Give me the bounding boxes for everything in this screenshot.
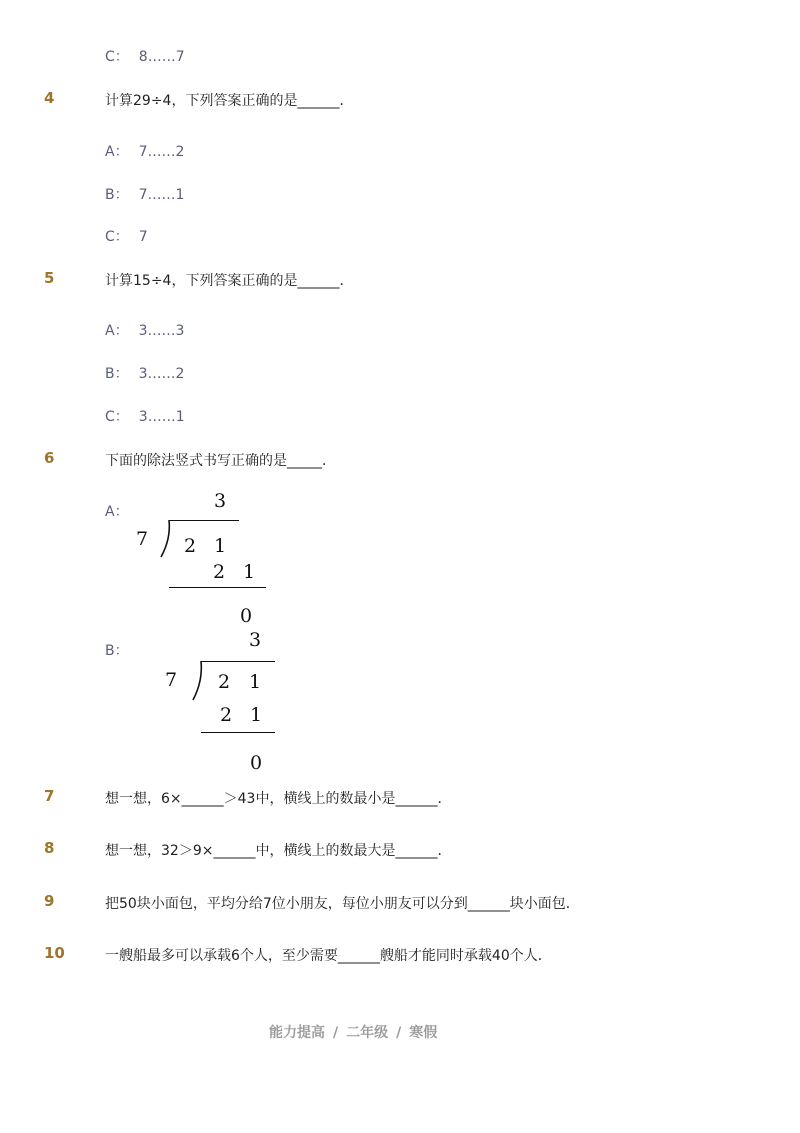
q5-option-b[interactable] — [105, 363, 184, 383]
q4-option-a[interactable] — [105, 141, 184, 161]
question-text-7: 想一想，6×______＞43中，横线上的数最小是______． — [105, 791, 452, 807]
q5-option-a[interactable] — [105, 320, 184, 340]
footer-term: 寒假 — [409, 1025, 438, 1041]
quotient: 3 — [249, 629, 262, 651]
footer-separator: / — [333, 1025, 339, 1041]
option-value: 7……2 — [138, 144, 185, 160]
question-text-10: 一艘船最多可以承载6个人，至少需要______艘船才能同时承载40个人． — [105, 948, 552, 964]
product-ones: 1 — [243, 561, 256, 583]
divisor: 7 — [165, 669, 178, 691]
option-letter: A： — [105, 144, 129, 160]
dividend-ones: 1 — [249, 671, 262, 693]
dividend-tens: 2 — [218, 671, 231, 693]
subtraction-line — [169, 587, 266, 588]
divisor: 7 — [136, 528, 149, 550]
division-bracket — [190, 660, 206, 702]
question-text-5: 计算15÷4，下列答案正确的是______． — [105, 273, 354, 289]
question-text-9: 把50块小面包，平均分给7位小朋友，每位小朋友可以分到______块小面包． — [105, 896, 580, 912]
division-bar — [201, 661, 275, 662]
option-value: 3……1 — [138, 409, 185, 425]
product-tens: 2 — [213, 561, 226, 583]
option-value: 3……3 — [138, 323, 185, 339]
division-bar — [169, 520, 239, 521]
question-number-9: 9 — [44, 892, 55, 910]
footer-course: 能力提高 — [269, 1025, 325, 1041]
dividend-tens: 2 — [184, 535, 197, 557]
option-letter: C： — [105, 49, 129, 65]
subtraction-line — [201, 732, 275, 733]
question-number-10: 10 — [44, 944, 65, 962]
question-text-8: 想一想，32＞9×______中，横线上的数最大是______． — [105, 843, 452, 859]
option-letter: C： — [105, 409, 129, 425]
option-letter: B： — [105, 187, 129, 203]
option-letter: A： — [105, 323, 129, 339]
question-number-5: 5 — [44, 269, 55, 287]
q5-option-c[interactable] — [105, 406, 185, 426]
q4-option-b[interactable] — [105, 184, 184, 204]
option-value: 7……1 — [138, 187, 185, 203]
question-number-4: 4 — [44, 89, 55, 107]
question-text-6: 下面的除法竖式书写正确的是_____． — [105, 453, 336, 469]
remainder: 0 — [250, 752, 263, 774]
option-letter: C： — [105, 229, 129, 245]
question-number-6: 6 — [44, 449, 55, 467]
product-ones: 1 — [250, 704, 263, 726]
division-bracket — [158, 519, 174, 559]
remainder: 0 — [240, 605, 253, 627]
quotient: 3 — [214, 490, 227, 512]
footer-grade: 二年级 — [346, 1025, 389, 1041]
question-number-7: 7 — [44, 787, 55, 805]
option-letter: B： — [105, 366, 129, 382]
question-number-8: 8 — [44, 839, 55, 857]
q6-option-b-label[interactable]: B： — [105, 643, 129, 659]
option-value: 8……7 — [138, 49, 185, 65]
option-value: 3……2 — [138, 366, 185, 382]
q4-option-c[interactable] — [105, 226, 148, 246]
dividend-ones: 1 — [214, 535, 227, 557]
option-value: 7 — [138, 229, 148, 245]
product-tens: 2 — [220, 704, 233, 726]
option-c-prev[interactable] — [105, 46, 185, 66]
footer-separator: / — [396, 1025, 402, 1041]
q6-option-a-label[interactable]: A： — [105, 504, 129, 520]
question-text-4: 计算29÷4，下列答案正确的是______． — [105, 93, 354, 109]
page-footer — [269, 1022, 437, 1042]
